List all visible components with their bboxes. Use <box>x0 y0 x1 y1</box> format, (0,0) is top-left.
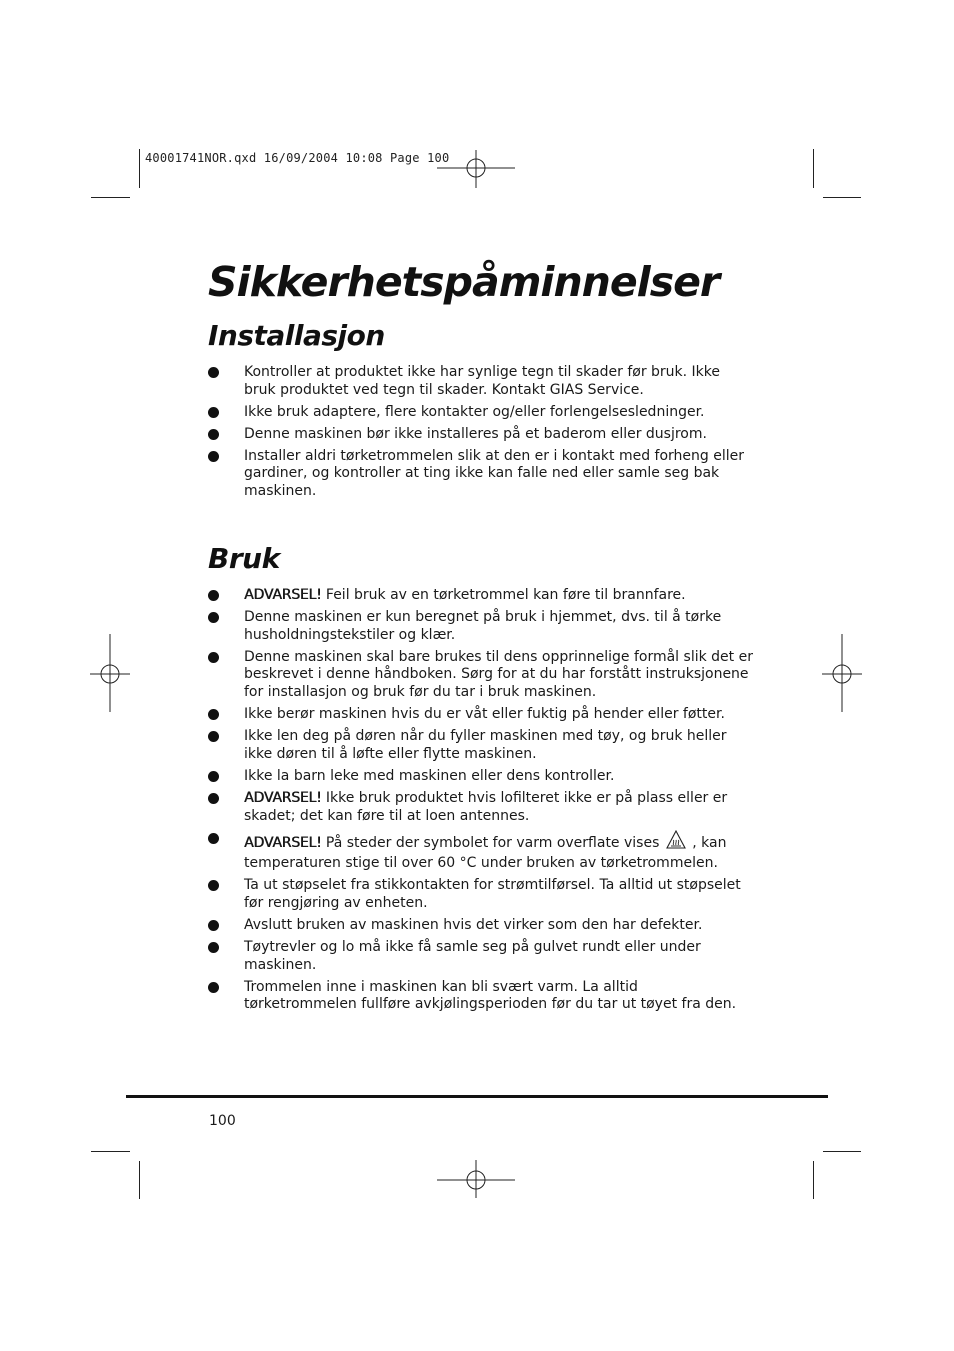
usage-heading: Bruk <box>208 542 280 575</box>
list-item: Trommelen inne i maskinen kan bli svært varm. La alltid tørketrommelen fullføre avkjølingsperioden før du tar ut tøyet fra den. <box>208 979 753 1014</box>
list-item: Ikke bruk adaptere, flere kontakter og/eller forlengelsesledninger. <box>208 404 753 422</box>
registration-mark-right <box>822 634 864 714</box>
list-item: ADVARSEL! Feil bruk av en tørketrommel kan føre til brannfare. <box>208 587 753 605</box>
installation-heading: Installasjon <box>208 319 385 352</box>
print-slug: 40001741NOR.qxd 16/09/2004 10:08 Page 100 <box>145 151 450 165</box>
list-item: ADVARSEL! På steder der symbolet for varm overflate vises , kan temperaturen stige til over 60 °C under bruken av tørketrommelen. <box>208 830 753 873</box>
list-item: Avslutt bruken av maskinen hvis det virker som den har defekter. <box>208 917 753 935</box>
bullet-icon <box>208 833 219 844</box>
registration-mark-bottom <box>437 1160 517 1200</box>
bullet-icon <box>208 652 219 663</box>
list-item: Denne maskinen skal bare brukes til dens opprinnelige formål slik det er beskrevet i denne håndboken. Sørg for at du har forstått instruksjonene for installasjon og bruk før du tar i bruk maskinen. <box>208 649 753 702</box>
bullet-icon <box>208 709 219 720</box>
list-item: Kontroller at produktet ikke har synlige tegn til skader før bruk. Ikke bruk produktet ved tegn til skader. Kontakt GIAS Service. <box>208 364 753 399</box>
warning-label: ADVARSEL! <box>244 834 322 851</box>
bullet-icon <box>208 407 219 418</box>
installation-list <box>208 364 753 505</box>
bullet-icon <box>208 451 219 462</box>
bullet-icon <box>208 367 219 378</box>
warning-label: ADVARSEL! <box>244 789 322 806</box>
list-item: Ikke berør maskinen hvis du er våt eller fuktig på hender eller føtter. <box>208 706 753 724</box>
page-number: 100 <box>209 1113 236 1129</box>
warning-label: ADVARSEL! <box>244 587 322 603</box>
footer-rule <box>126 1095 828 1098</box>
registration-mark-top <box>437 150 517 190</box>
hot-surface-icon <box>666 830 686 856</box>
list-item: Ikke len deg på døren når du fyller maskinen med tøy, og bruk heller ikke døren til å løfte eller flytte maskinen. <box>208 728 753 763</box>
bullet-icon <box>208 942 219 953</box>
page-title: Sikkerhetspåminnelser <box>208 258 720 306</box>
bullet-icon <box>208 612 219 623</box>
bullet-icon <box>208 429 219 440</box>
bullet-icon <box>208 982 219 993</box>
bullet-icon <box>208 771 219 782</box>
registration-mark-left <box>90 634 132 714</box>
list-item: ADVARSEL! Ikke bruk produktet hvis lofilteret ikke er på plass eller er skadet; det kan føre til at loen antennes. <box>208 790 753 825</box>
list-item: Installer aldri tørketrommelen slik at den er i kontakt med forheng eller gardiner, og kontroller at ting ikke kan falle ned eller samle seg bak maskinen. <box>208 448 753 501</box>
list-item: Denne maskinen bør ikke installeres på et baderom eller dusjrom. <box>208 426 753 444</box>
usage-list <box>208 587 753 1018</box>
bullet-icon <box>208 793 219 804</box>
bullet-icon <box>208 590 219 601</box>
list-item: Ikke la barn leke med maskinen eller dens kontroller. <box>208 768 753 786</box>
bullet-icon <box>208 731 219 742</box>
list-item: Tøytrevler og lo må ikke få samle seg på gulvet rundt eller under maskinen. <box>208 939 753 974</box>
bullet-icon <box>208 920 219 931</box>
list-item: Ta ut støpselet fra stikkontakten for strømtilførsel. Ta alltid ut støpselet før rengjøring av enheten. <box>208 877 753 912</box>
bullet-icon <box>208 880 219 891</box>
list-item: Denne maskinen er kun beregnet på bruk i hjemmet, dvs. til å tørke husholdningstekstiler og klær. <box>208 609 753 644</box>
